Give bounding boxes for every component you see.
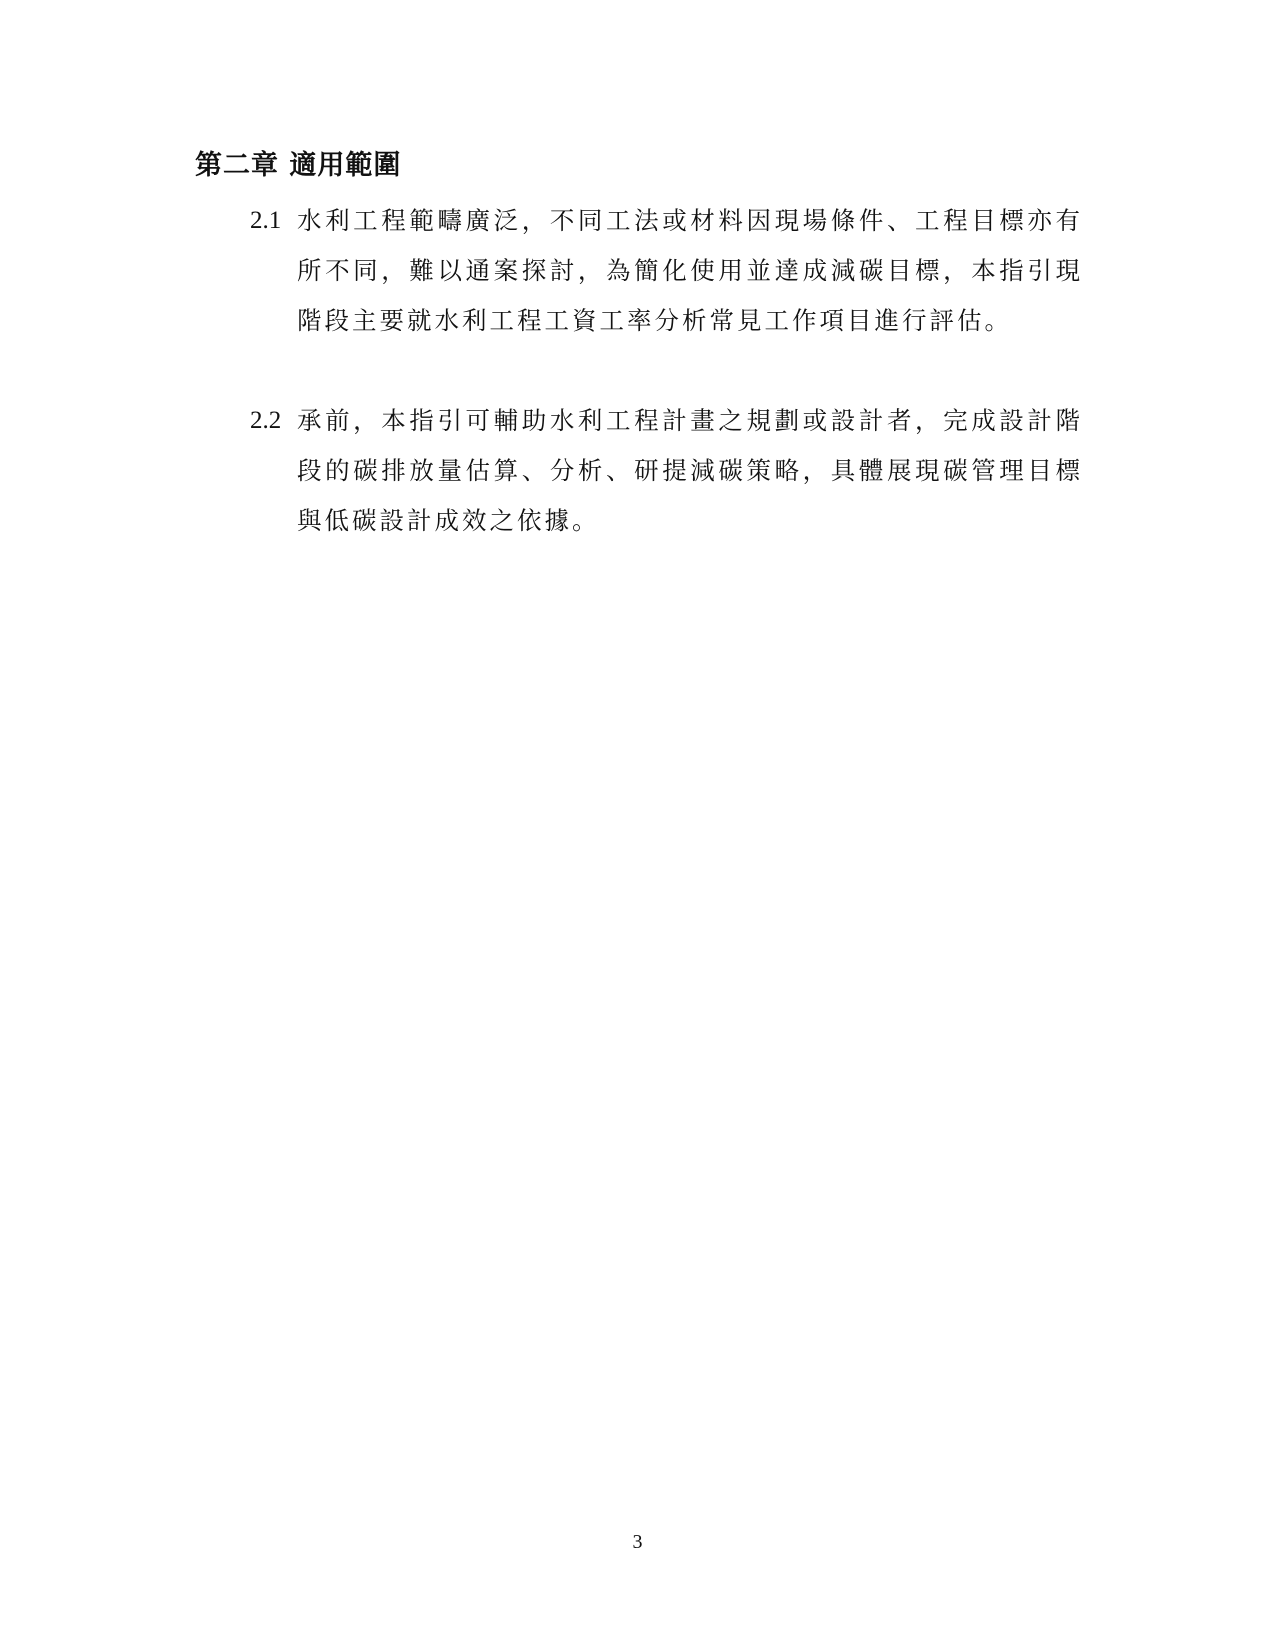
section-2-1 <box>250 196 1083 346</box>
chapter-title: 第二章 適用範圍 <box>195 150 402 181</box>
section-number: 2.1 <box>250 207 282 234</box>
section-paragraph: 水利工程範疇廣泛，不同工法或材料因現場條件、工程目標亦有所不同，難以通案探討，為簡化使用並達成減碳目標，本指引現階段主要就水利工程工資工率分析常見工作項目進行評估。 <box>297 206 1083 335</box>
section-number: 2.2 <box>250 407 282 434</box>
section-2-2 <box>250 396 1083 546</box>
section-paragraph: 承前，本指引可輔助水利工程計畫之規劃或設計者，完成設計階段的碳排放量估算、分析、研提減碳策略，具體展現碳管理目標與低碳設計成效之依據。 <box>297 406 1083 535</box>
page-number: 3 <box>632 1531 643 1553</box>
